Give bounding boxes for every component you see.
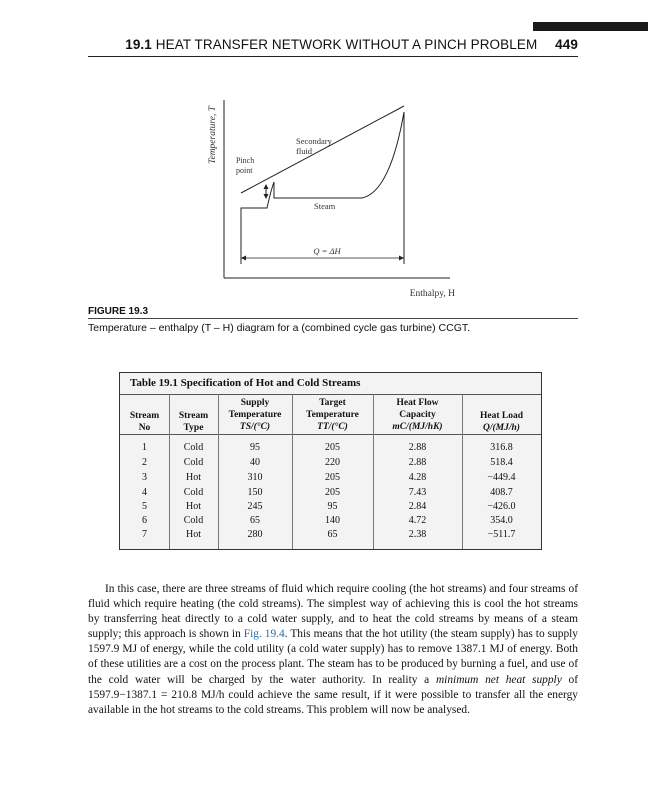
figure-link[interactable]: Fig. 19.4 bbox=[243, 628, 285, 641]
header-stream-no: Stream No bbox=[129, 411, 160, 433]
secondary-fluid-label-2: fluid bbox=[296, 146, 313, 156]
steam-curve bbox=[241, 112, 404, 254]
y-axis-label: Temperature, T bbox=[208, 106, 218, 164]
section-number: 19.1 bbox=[125, 37, 152, 52]
q-arrow-left bbox=[241, 256, 246, 261]
page-number: 449 bbox=[555, 37, 578, 52]
figure-caption: Temperature – enthalpy (T – H) diagram for a (combined cycle gas turbine) CCGT. bbox=[88, 322, 471, 334]
emphasis-term: minimum net heat supply bbox=[435, 673, 562, 686]
secondary-fluid-label-1: Secondary bbox=[296, 136, 332, 146]
figure-number: FIGURE 19.3 bbox=[88, 306, 149, 317]
table-title: Table 19.1 Specification of Hot and Cold Streams bbox=[130, 377, 361, 389]
pinch-arrow-up bbox=[264, 184, 269, 189]
header-supply-temp: Supply Temperature TS/(°C) bbox=[228, 398, 282, 432]
table-header-rule bbox=[120, 434, 541, 435]
secondary-fluid-line bbox=[241, 106, 404, 193]
q-label: Q = ΔH bbox=[313, 246, 341, 256]
th-diagram bbox=[0, 0, 648, 300]
pinch-arrow-down bbox=[264, 194, 269, 199]
section-title: HEAT TRANSFER NETWORK WITHOUT A PINCH PROBLEM bbox=[155, 37, 538, 52]
streams-table: Table 19.1 Specification of Hot and Cold Streams Stream No Stream Type Supply Temperature TS/(°C) Target Temperature TT/(°C) Heat Flow Capacity mC/(MJ/hK) Heat Load Q/(MJ/h) 1 Cold 95 205 2.88 316.8 2 Cold 40 220 2.88 518.4 3 Hot 310 205 4.28 −449.4 4 Cold 150 205 7.43 408.7 5 Hot 245 95 2.84 −426.0 6 Cold 65 140 4.72 354.0 7 Hot 280 65 2.38 −511.7 bbox=[119, 372, 542, 550]
header-stream-type: Stream Type bbox=[178, 411, 209, 433]
header-target-temp: Target Temperature TT/(°C) bbox=[306, 398, 359, 432]
figure-rule bbox=[88, 318, 578, 319]
q-arrow-right bbox=[399, 256, 404, 261]
table-top-rule bbox=[120, 394, 541, 395]
header-heat-flow: Heat Flow Capacity mC/(MJ/hK) bbox=[392, 398, 443, 432]
body-paragraph: In this case, there are three streams of fluid which require cooling (the hot streams) and four streams of fluid which require heating (the cold streams). The simplest way of achieving this is cool the hot streams by transferring heat directly to a cold water supply, and to heat the cold streams by means of a steam supply; this approach is shown in Fig. 19.4. This means that the hot utility (the steam supply) has to supply 1597.9 MJ of energy, while the cold utility (a cold water supply) has to remove 1387.1 MJ of energy. Both of these utilities are a cost on the process plant. The steam has to be produced by burning a fuel, and use of the cold water will be charged by the water authority. In reality a minimum net heat supply of 1597.9−1387.1 = 210.8 MJ/h could achieve the same result, if it were possible to transfer all the energy available in the hot streams to the cold streams. This problem will now be analysed. bbox=[88, 583, 579, 716]
pinch-label-1: Pinch bbox=[236, 156, 255, 165]
steam-label: Steam bbox=[314, 201, 336, 211]
x-axis-label: Enthalpy, H bbox=[409, 289, 455, 299]
pinch-label-2: point bbox=[236, 166, 253, 175]
header-heat-load: Heat Load Q/(MJ/h) bbox=[479, 411, 523, 433]
